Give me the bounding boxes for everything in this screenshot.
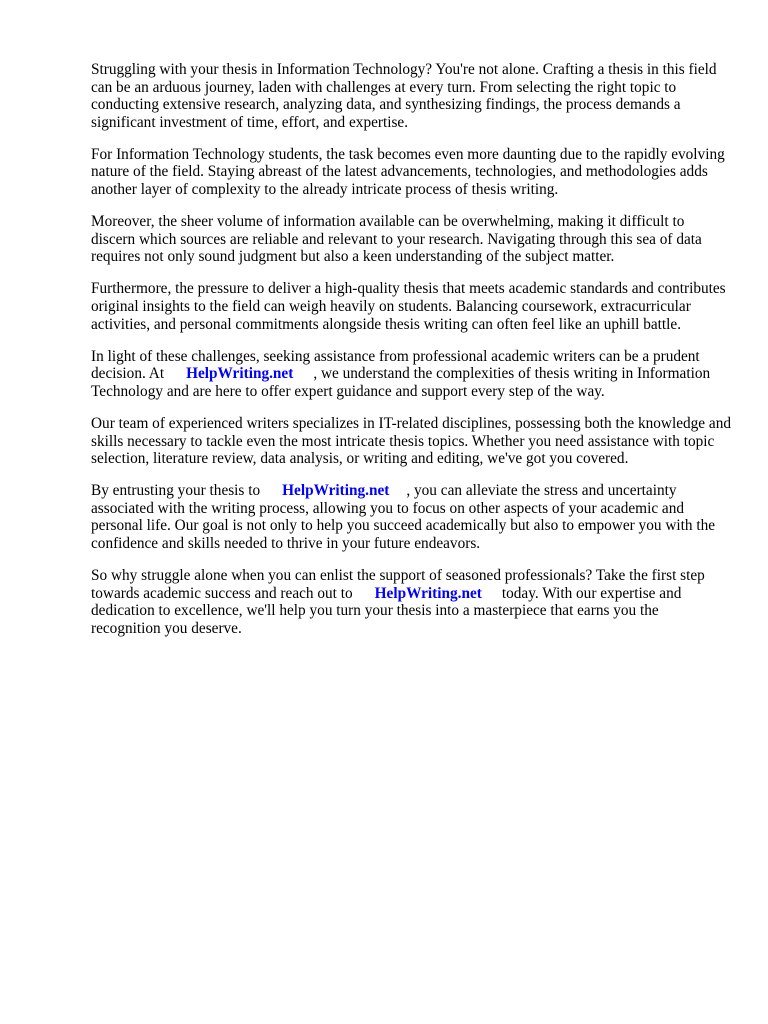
paragraph-assistance	[91, 348, 731, 401]
helpwriting-link[interactable]: HelpWriting.net	[374, 584, 482, 602]
paragraph-text: , we understand the complexities of thesis writing in Information Technology and are here to offer expert guidance and support every step of the way.	[91, 365, 711, 400]
paragraph-intro: Struggling with your thesis in Information Technology? You're not alone. Crafting a thesis in this field can be an arduous journey, laden with challenges at every turn. From selecting the right topic to conducting extensive research, analyzing data, and synthesizing findings, the process demands a significant investment of time, effort, and expertise.	[91, 61, 717, 131]
paragraph-text: today. With our expertise and dedication to excellence, we'll help you turn your thesis into a masterpiece that earns you the recognition you deserve.	[91, 584, 682, 637]
helpwriting-link[interactable]: HelpWriting.net	[282, 482, 390, 500]
helpwriting-link[interactable]: HelpWriting.net	[186, 365, 294, 383]
paragraph-entrusting	[91, 482, 731, 552]
paragraph-conclusion	[91, 567, 731, 637]
paragraph-information-volume: Moreover, the sheer volume of information available can be overwhelming, making it difficult to discern which sources are reliable and relevant to your research. Navigating through this sea of data requires not only sound judgment but also a keen understanding of the subject matter.	[91, 213, 702, 266]
paragraph-text: In light of these challenges, seeking assistance from professional academic writers can be a prudent decision. At	[91, 347, 700, 383]
paragraph-text: By entrusting your thesis to	[91, 482, 261, 500]
paragraph-pressure: Furthermore, the pressure to deliver a high-quality thesis that meets academic standards and contributes original insights to the field can weigh heavily on students. Balancing coursework, extracurricular activities, and personal commitments alongside thesis writing can often feel like an uphill battle.	[91, 280, 726, 333]
paragraph-it-students: For Information Technology students, the task becomes even more daunting due to the rapidly evolving nature of the field. Staying abreast of the latest advancements, technologies, and methodologies adds another layer of complexity to the already intricate process of thesis writing.	[91, 145, 725, 199]
paragraph-team: Our team of experienced writers specializes in IT-related disciplines, possessing both the knowledge and skills necessary to tackle even the most intricate thesis topics. Whether you need assistance with topic selection, literature review, data analysis, or writing and editing, we've got you covered.	[91, 415, 732, 468]
paragraph-text: , you can alleviate the stress and uncertainty associated with the writing process, allowing you to focus on other aspects of your academic and personal life. Our goal is not only to help you succeed academically but also to empower you with the confidence and skills needed to thrive in your future endeavors.	[91, 482, 716, 553]
document-body	[91, 61, 731, 652]
paragraph-text: So why struggle alone when you can enlist the support of seasoned professionals? Take the first step towards academic success and reach out to	[91, 567, 705, 602]
